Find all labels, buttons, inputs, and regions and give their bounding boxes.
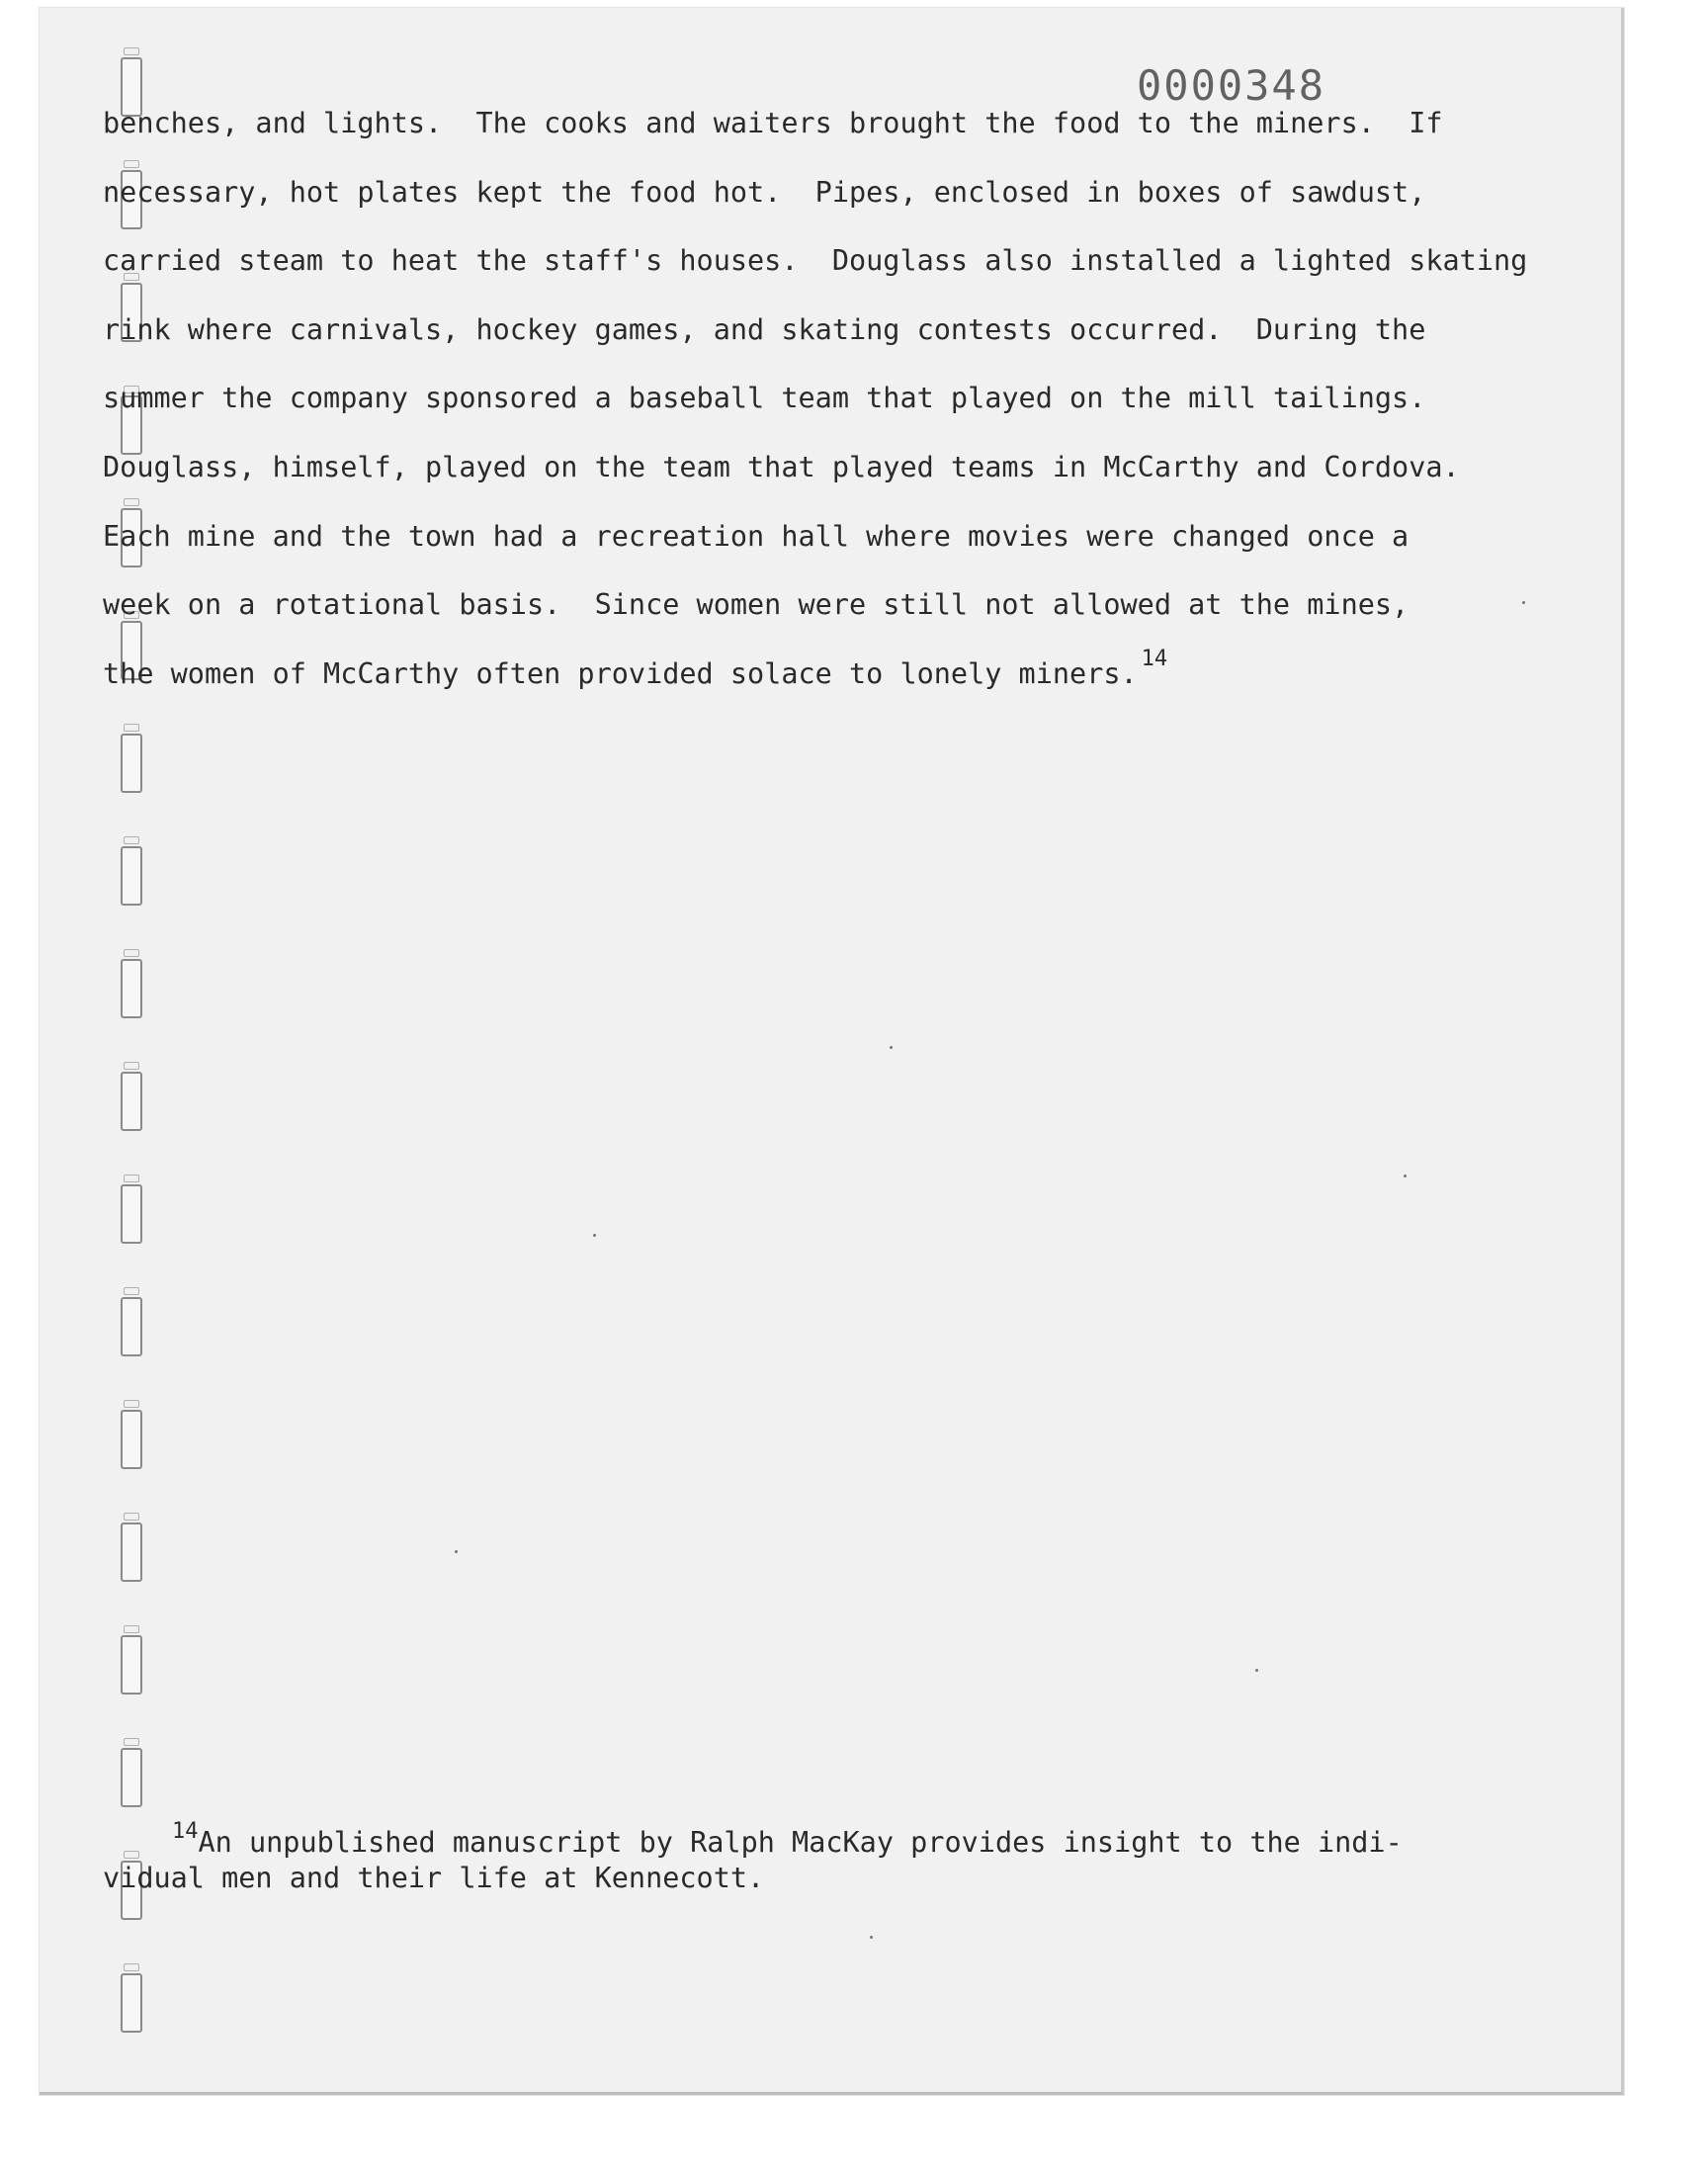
binder-hole [121,1748,142,1807]
paper-speck [1255,1669,1258,1672]
scan-margin [0,2104,1708,2175]
archive-stamp-number: 0000348 [1137,61,1326,110]
body-paragraph [103,89,1585,708]
paper-speck [455,1550,458,1553]
paragraph-line: rink where carnivals, hockey games, and skating contests occurred. During the [103,312,1426,346]
footnote-reference: 14 [1141,646,1168,671]
paper-speck [593,1234,596,1237]
paragraph-line: benches, and lights. The cooks and waiters brought the food to the miners. If [103,107,1443,139]
paragraph-line: week on a rotational basis. Since women were still not allowed at the mines, [103,588,1409,622]
binder-hole [121,1184,142,1244]
paper-speck [1404,1174,1407,1177]
paragraph-line: carried steam to heat the staff's houses. Douglass also installed a lighted skating [103,244,1528,278]
binder-hole [121,1635,142,1695]
binder-hole [121,1072,142,1131]
paragraph-line: summer the company sponsored a baseball team that played on the mill tailings. [103,382,1426,415]
binder-hole [121,1973,142,2033]
paragraph-line: Douglass, himself, played on the team that played teams in McCarthy and Cordova. [103,450,1460,483]
paragraph-line-last [103,640,1585,709]
footnote [103,1819,1546,1896]
paper-speck [890,1046,893,1049]
paper-speck [870,1936,873,1939]
binder-hole [121,1297,142,1356]
paragraph-line: Each mine and the town had a recreation hall where movies were changed once a [103,519,1409,553]
footnote-text-1: An unpublished manuscript by Ralph MacKay provides insight to the indi- [198,1826,1403,1859]
footnote-line-1 [103,1819,1546,1861]
binder-hole [121,734,142,793]
binder-hole [121,846,142,906]
binder-hole [121,959,142,1018]
paragraph-line-text: the women of McCarthy often provided solace to lonely miners. [103,656,1138,690]
binder-hole [121,1522,142,1582]
binder-hole [121,1410,142,1469]
footnote-line-2: vidual men and their life at Kennecott. [103,1862,765,1894]
paragraph-line: necessary, hot plates kept the food hot. Pipes, enclosed in boxes of sawdust, [103,175,1426,209]
footnote-number: 14 [172,1819,199,1844]
